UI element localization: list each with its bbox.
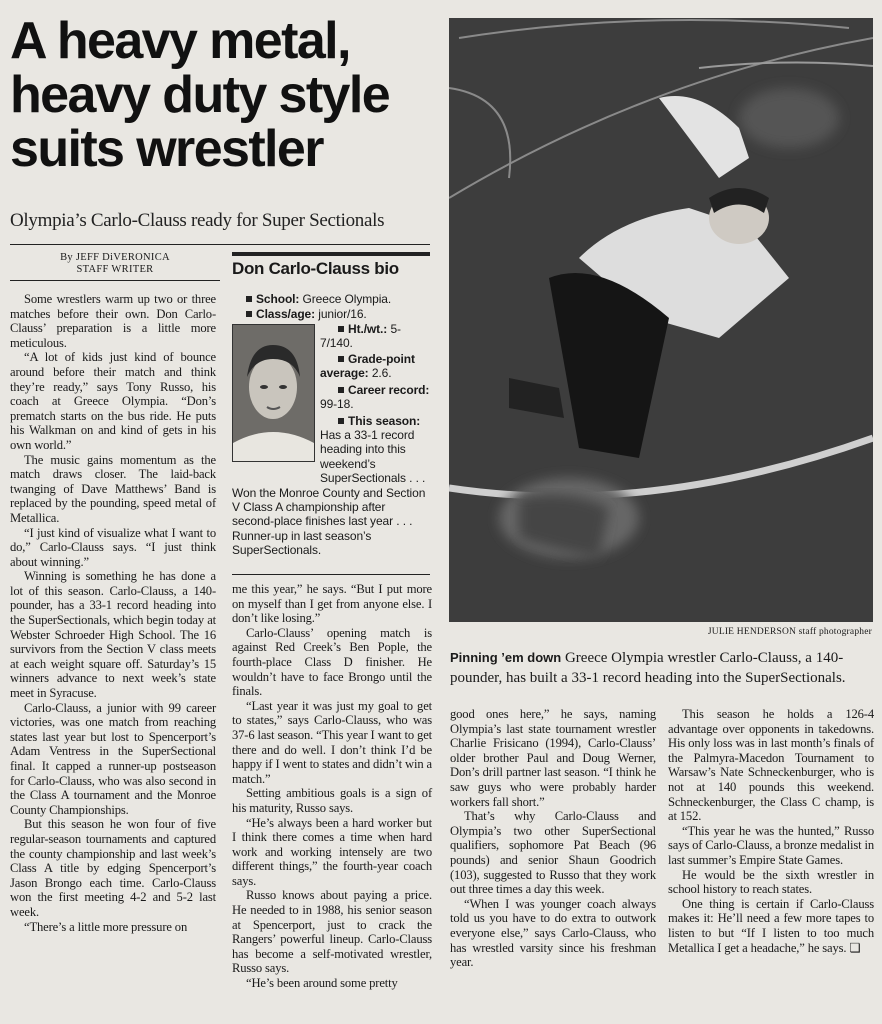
byline-author: By JEFF DiVERONICA (60, 252, 170, 263)
paragraph: The music gains momentum as the match draws closer. The laid-back twanging of Dave Matthews’ Band is replaced by the pounding, speed metal of Metallica. (10, 452, 216, 525)
bio-line-htwt (320, 322, 430, 351)
paragraph: This season he holds a 126-4 advantage over opponents in takedowns. His only loss was in last month’s finals of the Palmyra-Macedon Tournament to Warsaw’s Nate Schneckenburger, who is not at 140 pounds this weekend. Schneckenburger, the Class C champ, is at 152. (668, 707, 874, 824)
paragraph: good ones here,” he says, naming Olympia’s last state tournament wrestler Charlie Frisicano (1994), Carlo-Clauss’ older brother Paul and Doug Werner, Don’s drill partner last season. “I think he saw guys who were probably harder workers fall short.” (450, 707, 656, 809)
bio-record: 99-18. (320, 397, 354, 412)
paragraph: “There’s a little more pressure on (24, 919, 188, 934)
headline-line-1: A heavy metal, (10, 12, 350, 70)
article-column-1 (10, 292, 216, 934)
paragraph: “When I was younger coach always told us you have to do extra to outwork everyone else,” says Carlo-Clauss, who has wrestled varsity since his freshman year. (450, 896, 656, 970)
bio-line-record (320, 383, 430, 412)
bio-line-gpa (320, 352, 430, 381)
bio-season-label: This season: (348, 414, 421, 428)
paragraph: “Last year it was just my goal to get to states,” says Carlo-Clauss, who was 37-6 last season. “This year I want to get there and do well. I don’t think I’d be happy if I went to states and didn’t win a match.” (232, 698, 432, 786)
paragraph: me this year,” he says. “But I put more on myself than I get from anyone else. I don’t like losing.” (232, 582, 432, 626)
caption-text: Greece Olympia wrestler Carlo-Clauss, a 140-pounder, has built a 33-1 record heading into the SuperSectionals. (450, 650, 846, 686)
bio-top-rule (232, 252, 430, 256)
photo-caption (450, 648, 874, 688)
byline (10, 252, 220, 276)
bio-bottom-rule (232, 574, 430, 575)
headline (10, 14, 440, 176)
paragraph: That’s why Carlo-Clauss and Olympia’s two other SuperSectional qualifiers, sophomore Pat Beach (96 pounds) and senior Shaun Goodrich (103), suggested to Russo that they work out three times a day this week. (450, 809, 656, 897)
paragraph: “He’s always been a hard worker but I think there comes a time when hard work and working intensely are two different things,” the fourth-year coach says. (232, 815, 432, 888)
bio-school: Greece Olympia. (302, 292, 392, 306)
paragraph: But this season he won four of five regular-season tournaments and captured the county championship and last week’s Class A title by edging Spencerport’s Jason Brongo each time. Carlo-Clauss won the first meeting 4-2 and 5-2 last week. (10, 817, 216, 919)
bio-school-label: School: (256, 292, 300, 306)
paragraph: Some wrestlers warm up two or three matches before their own. Don Carlo-Clauss’ preparation is a little more meticulous. (10, 292, 216, 350)
wrestler-photo (449, 18, 873, 622)
paragraph: He would be the sixth wrestler in school history to reach states. (668, 867, 874, 897)
bio-title: Don Carlo-Clauss bio (232, 259, 399, 278)
article-column-4 (668, 707, 874, 955)
paragraph: “A lot of kids just kind of bounce around before their match and think they’re ready,” says Tony Russo, his coach at Greece Olympia. “Don’s prematch starts on the bus ride. He puts his Walkman on and kind of gets in his own world.” (10, 350, 216, 452)
caption-title: Pinning ’em down (450, 650, 562, 665)
headline-line-3: suits wrestler (10, 120, 323, 178)
paragraph: “This year he was the hunted,” Russo says of Carlo-Clauss, a bronze medalist in last summer’s Empire State Games. (668, 823, 874, 867)
bio-record-label: Career record: (348, 383, 430, 397)
byline-rule (10, 280, 220, 281)
bio-season: Has a 33-1 record heading into this weekend’s SuperSectionals . . . Won the Monroe County and Section V Class A championship after second-place finishes last year . . . Runner-up in last season’s SuperSectionals. (232, 428, 426, 558)
paragraph: Carlo-Clauss, a junior with 99 career victories, was one match from reaching states last year but lost to Spencerport’s Adam Ventress in the SuperSectional final. It capped a runner-up postseason for Carlo-Clauss, who was also second in the Class A tournament and the Monroe County Championships. (10, 700, 216, 817)
byline-role: STAFF WRITER (76, 264, 154, 275)
bio-gpa-label: Grade-point average: (320, 352, 415, 381)
bio-line-school (246, 292, 430, 306)
paragraph: One thing is certain if Carlo-Clauss makes it: He’ll need a few more tapes to listen to but “If I listen to too much Metallica I get a headache,” he says. ❏ (668, 896, 874, 955)
article-column-3 (450, 707, 656, 970)
bio-line-class (246, 307, 430, 321)
headline-line-2: heavy duty style (10, 66, 390, 124)
bio-class: junior/16. (318, 307, 367, 321)
bio-htwt: 5-7/140. (320, 322, 401, 351)
bio-class-label: Class/age: (256, 307, 316, 321)
subheadline: Olympia’s Carlo-Clauss ready for Super Sectionals (10, 210, 385, 231)
bio-line-season-label (320, 414, 430, 428)
paragraph: Russo knows about paying a price. He needed to in 1988, his senior season at Spencerport, just to crack the Rangers’ powerful lineup. Carlo-Clauss has become a self-motivated wrestler, Russo says. (232, 888, 432, 976)
paragraph: Carlo-Clauss’ opening match is against Red Creek’s Ben Pople, the fourth-place Class D finisher. He wouldn’t have to face Brongo until the finals. (232, 625, 432, 699)
paragraph: “I just kind of visualize what I want to do,” Carlo-Clauss says. “I just think about winning.” (10, 525, 216, 569)
paragraph: Winning is something he has done a lot of this season. Carlo-Clauss, a 140-pounder, has a 33-1 record heading into the SuperSectionals, which begin today at Webster Schroeder High School. The 16 survivors from the Section V class meets at each weight square off. Saturday’s 15 winners advance to next week’s state meet in Syracuse. (10, 569, 216, 701)
divider (10, 244, 430, 245)
bio-htwt-label: Ht./wt.: (348, 322, 388, 336)
photo-credit: JULIE HENDERSON staff photographer (707, 627, 872, 637)
paragraph: Setting ambitious goals is a sign of his maturity, Russo says. (232, 786, 432, 815)
paragraph: “He’s been around some pretty (246, 976, 398, 991)
article-column-2 (232, 582, 432, 991)
bio-gpa: 2.6. (371, 366, 392, 381)
bio-season-wrap (232, 428, 430, 558)
